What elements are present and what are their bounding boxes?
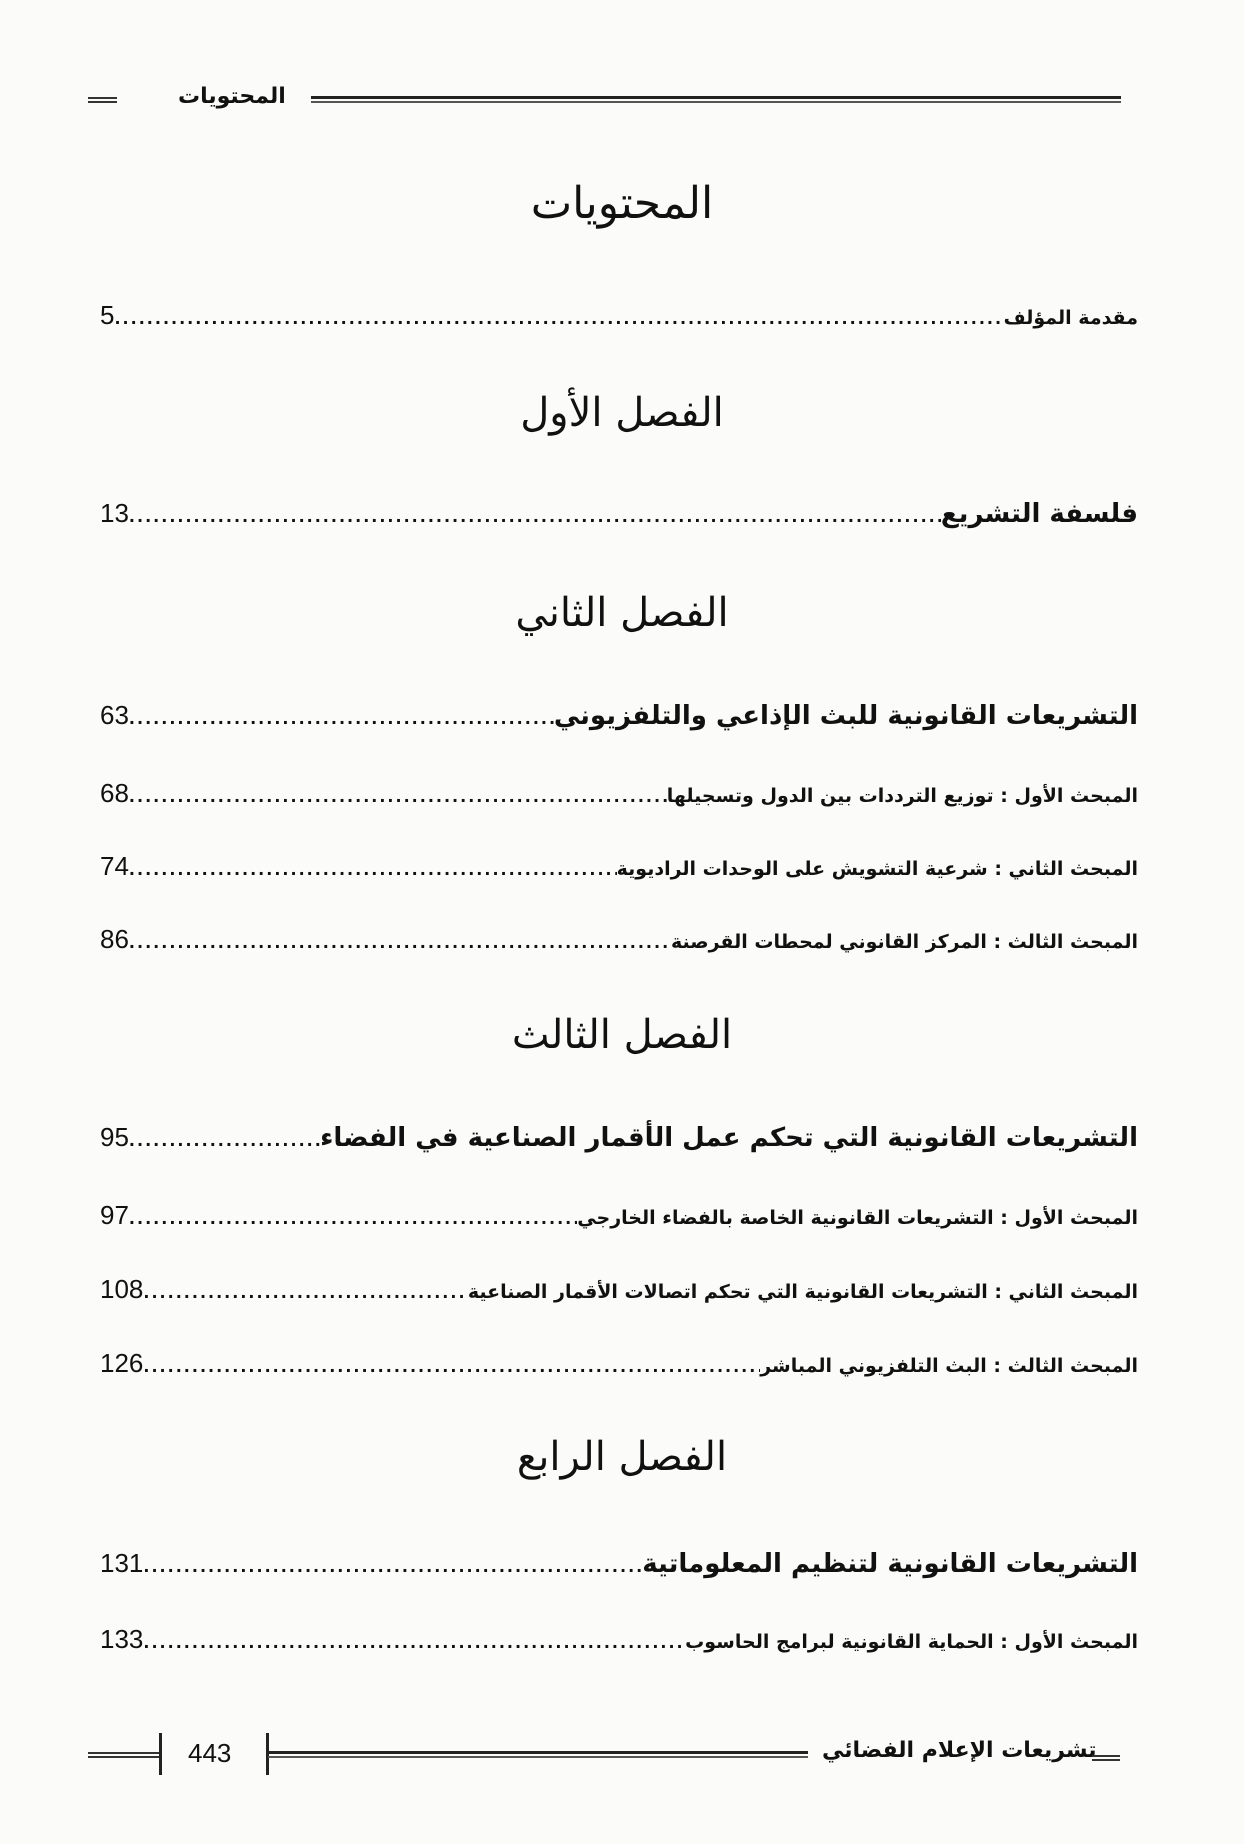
leader-dots	[114, 309, 1003, 328]
leader-dots	[129, 1131, 320, 1150]
entry-title: التشريعات القانونية لتنظيم المعلوماتية	[642, 1549, 1138, 1579]
chapter-heading: الفصل الرابع	[516, 1434, 728, 1480]
page-title: المحتويات	[530, 178, 714, 229]
entry-title: مقدمة المؤلف	[1003, 307, 1138, 329]
toc-entry	[100, 851, 1138, 882]
entry-title: المبحث الأول : التشريعات القانونية الخاصة بالفضاء الخارجي	[577, 1207, 1138, 1229]
entry-title: المبحث الثالث : البث التلفزيوني المباشر	[760, 1355, 1138, 1377]
entry-title: المبحث الثاني : شرعية التشويش على الوحدات الراديوية	[616, 858, 1138, 880]
header-rule-left	[88, 97, 117, 103]
toc-entry	[100, 498, 1138, 529]
leader-dots	[129, 507, 941, 526]
toc-entry	[100, 1624, 1138, 1655]
entry-page: 63	[100, 700, 129, 730]
header-rule	[311, 96, 1121, 103]
chapter-heading: الفصل الثالث	[511, 1012, 733, 1058]
leader-dots	[143, 1357, 760, 1376]
running-header-title: المحتويات	[178, 84, 286, 109]
toc-entry	[100, 1274, 1138, 1305]
toc-entry	[100, 778, 1138, 809]
footer-bracket-left	[159, 1733, 162, 1775]
entry-page: 126	[100, 1348, 144, 1378]
toc-entry	[100, 700, 1138, 731]
entry-title: فلسفة التشريع	[940, 499, 1138, 529]
entry-page: 95	[100, 1122, 129, 1152]
entry-title: المبحث الثالث : المركز القانوني لمحطات القرصنة	[670, 931, 1138, 953]
entry-page: 97	[100, 1200, 129, 1230]
leader-dots	[129, 860, 617, 879]
entry-page: 68	[100, 778, 129, 808]
entry-page: 108	[100, 1274, 144, 1304]
entry-page: 131	[100, 1548, 144, 1578]
footer-rule	[268, 1751, 808, 1758]
toc-entry	[100, 1122, 1138, 1153]
entry-title: المبحث الأول : توزيع الترددات بين الدول وتسجيلها	[666, 785, 1138, 807]
entry-page: 13	[100, 498, 129, 528]
leader-dots	[143, 1283, 468, 1302]
leader-dots	[143, 1557, 642, 1576]
page-number: 443	[188, 1738, 232, 1768]
leader-dots	[143, 1633, 685, 1652]
entry-title: المبحث الأول : الحماية القانونية لبرامج الحاسوب	[685, 1631, 1138, 1653]
toc-entry	[100, 1348, 1138, 1379]
toc-entry	[100, 924, 1138, 955]
entry-page: 133	[100, 1624, 144, 1654]
toc-entry	[100, 1200, 1138, 1231]
chapter-heading: الفصل الثاني	[515, 590, 729, 636]
entry-title: التشريعات القانونية التي تحكم عمل الأقمار الصناعية في الفضاء	[320, 1123, 1138, 1153]
leader-dots	[129, 787, 667, 806]
toc-entry	[100, 1548, 1138, 1579]
entry-title: التشريعات القانونية للبث الإذاعي والتلفزيوني	[553, 701, 1138, 731]
entry-page: 74	[100, 851, 129, 881]
entry-page: 5	[100, 300, 115, 330]
toc-entry	[100, 300, 1138, 331]
leader-dots	[129, 1209, 577, 1228]
chapter-heading: الفصل الأول	[520, 390, 724, 436]
footer-rule-right	[1092, 1755, 1120, 1761]
entry-page: 86	[100, 924, 129, 954]
running-footer-title: تشريعات الإعلام الفضائي	[822, 1738, 1097, 1763]
entry-title: المبحث الثاني : التشريعات القانونية التي تحكم اتصالات الأقمار الصناعية	[467, 1281, 1138, 1303]
leader-dots	[129, 933, 671, 952]
footer-rule-left	[88, 1752, 160, 1758]
leader-dots	[129, 709, 554, 728]
